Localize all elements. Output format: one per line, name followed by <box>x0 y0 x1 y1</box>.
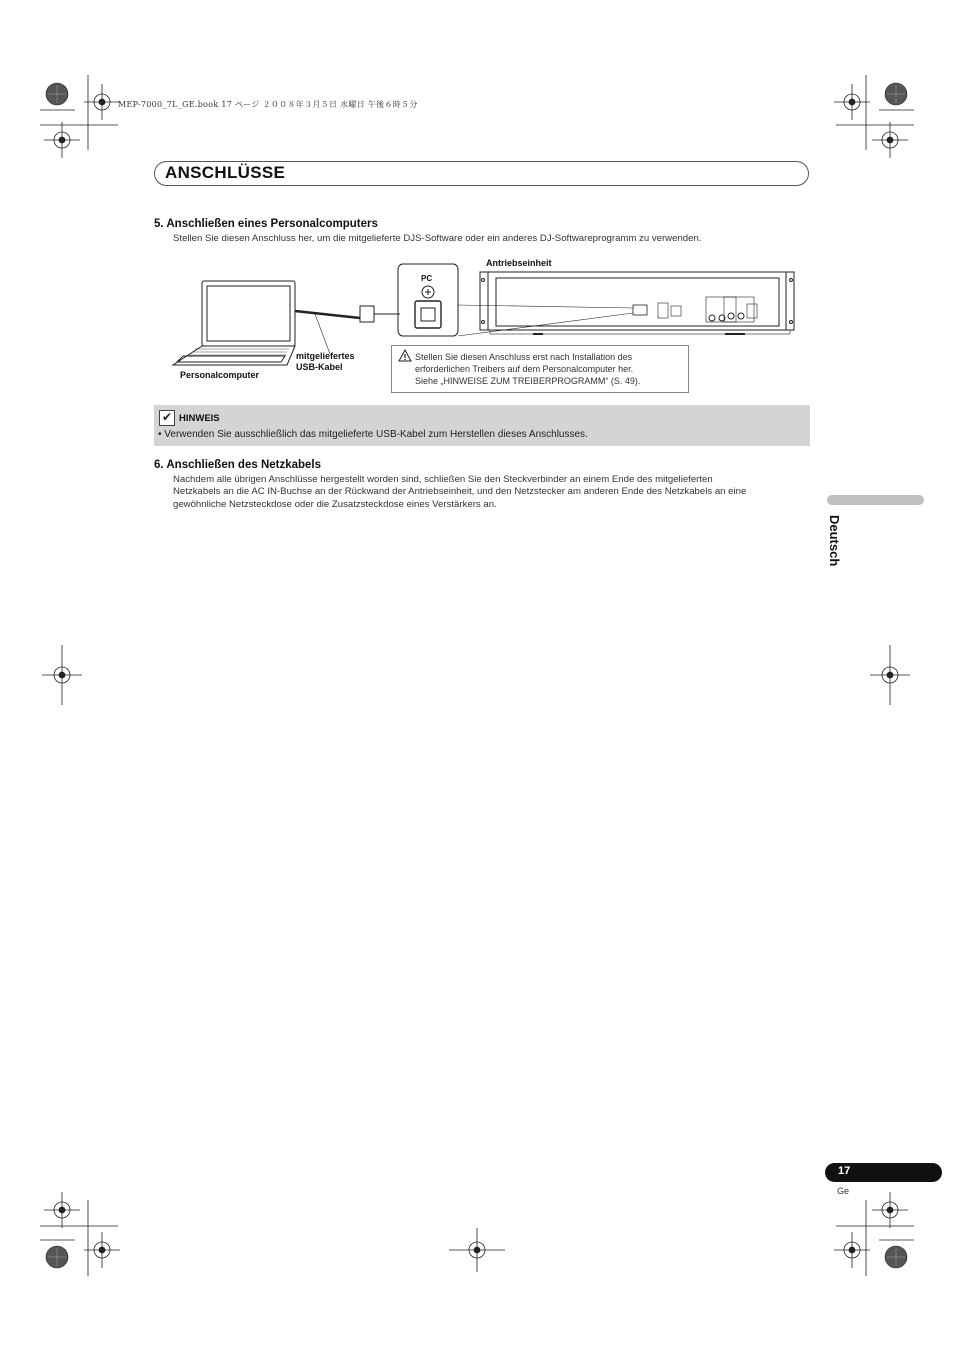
section-6-line-2: Netzkabels an die AC IN-Buchse an der Rückwand der Antriebseinheit, und den Netzstecker am anderen Ende des Netzkabels an eine <box>173 486 747 498</box>
caution-text <box>415 351 640 387</box>
usb-cable-label-line1: mitgeliefertes <box>296 351 355 361</box>
hinweis-box <box>154 405 810 446</box>
page-number-tab <box>825 1163 942 1182</box>
section-5-heading: 5. Anschließen eines Personalcomputers <box>154 218 378 230</box>
page-number: 17 <box>838 1165 851 1177</box>
usb-port-icon <box>415 286 441 328</box>
usb-cable-label-line2: USB-Kabel <box>296 362 343 372</box>
drive-unit-label: Antriebseinheit <box>486 258 552 268</box>
personal-computer-label: Personalcomputer <box>180 370 260 380</box>
page-title: ANSCHLÜSSE <box>165 163 286 182</box>
title-bar <box>154 161 809 186</box>
checkmark-icon: ✔ <box>159 410 175 426</box>
laptop-icon <box>173 281 295 365</box>
drive-unit-rear-panel <box>480 272 794 334</box>
language-tab <box>827 495 924 505</box>
caution-line-1: Stellen Sie diesen Anschluss erst nach Installation des <box>415 352 633 362</box>
pc-port-label: PC <box>421 274 433 283</box>
caution-line-2: erforderlichen Treibers auf dem Personalcomputer her. <box>415 364 634 374</box>
print-header: MEP-7000_7L_GE.book 17 ページ ２００８年３月５日 水曜日 午後６時５分 <box>118 100 418 109</box>
section-5-text: Stellen Sie diesen Anschluss her, um die mitgelieferte DJS-Software oder ein anderes DJ-Softwareprogramm zu verwenden. <box>173 233 702 244</box>
caution-line-3: Siehe „HINWEISE ZUM TREIBERPROGRAMM“ (S. 49). <box>415 376 641 386</box>
usb-cable <box>295 306 400 354</box>
hinweis-text: • Verwenden Sie ausschließlich das mitgelieferte USB-Kabel zum Herstellen dieses Anschlusses. <box>158 429 588 440</box>
hinweis-label: HINWEIS <box>179 413 220 424</box>
page-code: Ge <box>837 1186 850 1196</box>
section-6-text <box>173 474 746 511</box>
section-6-heading: 6. Anschließen des Netzkabels <box>154 459 322 471</box>
warning-icon <box>398 349 412 362</box>
section-6-line-3: gewöhnliche Netzsteckdose oder die Zusatzsteckdose eines Verstärkers an. <box>173 498 497 510</box>
section-6-line-1: Nachdem alle übrigen Anschlüsse hergestellt worden sind, schließen Sie den Steckverbinder an einem Ende des mitgelieferten <box>173 474 713 485</box>
caution-box <box>391 345 689 393</box>
language-label: Deutsch <box>827 515 842 567</box>
